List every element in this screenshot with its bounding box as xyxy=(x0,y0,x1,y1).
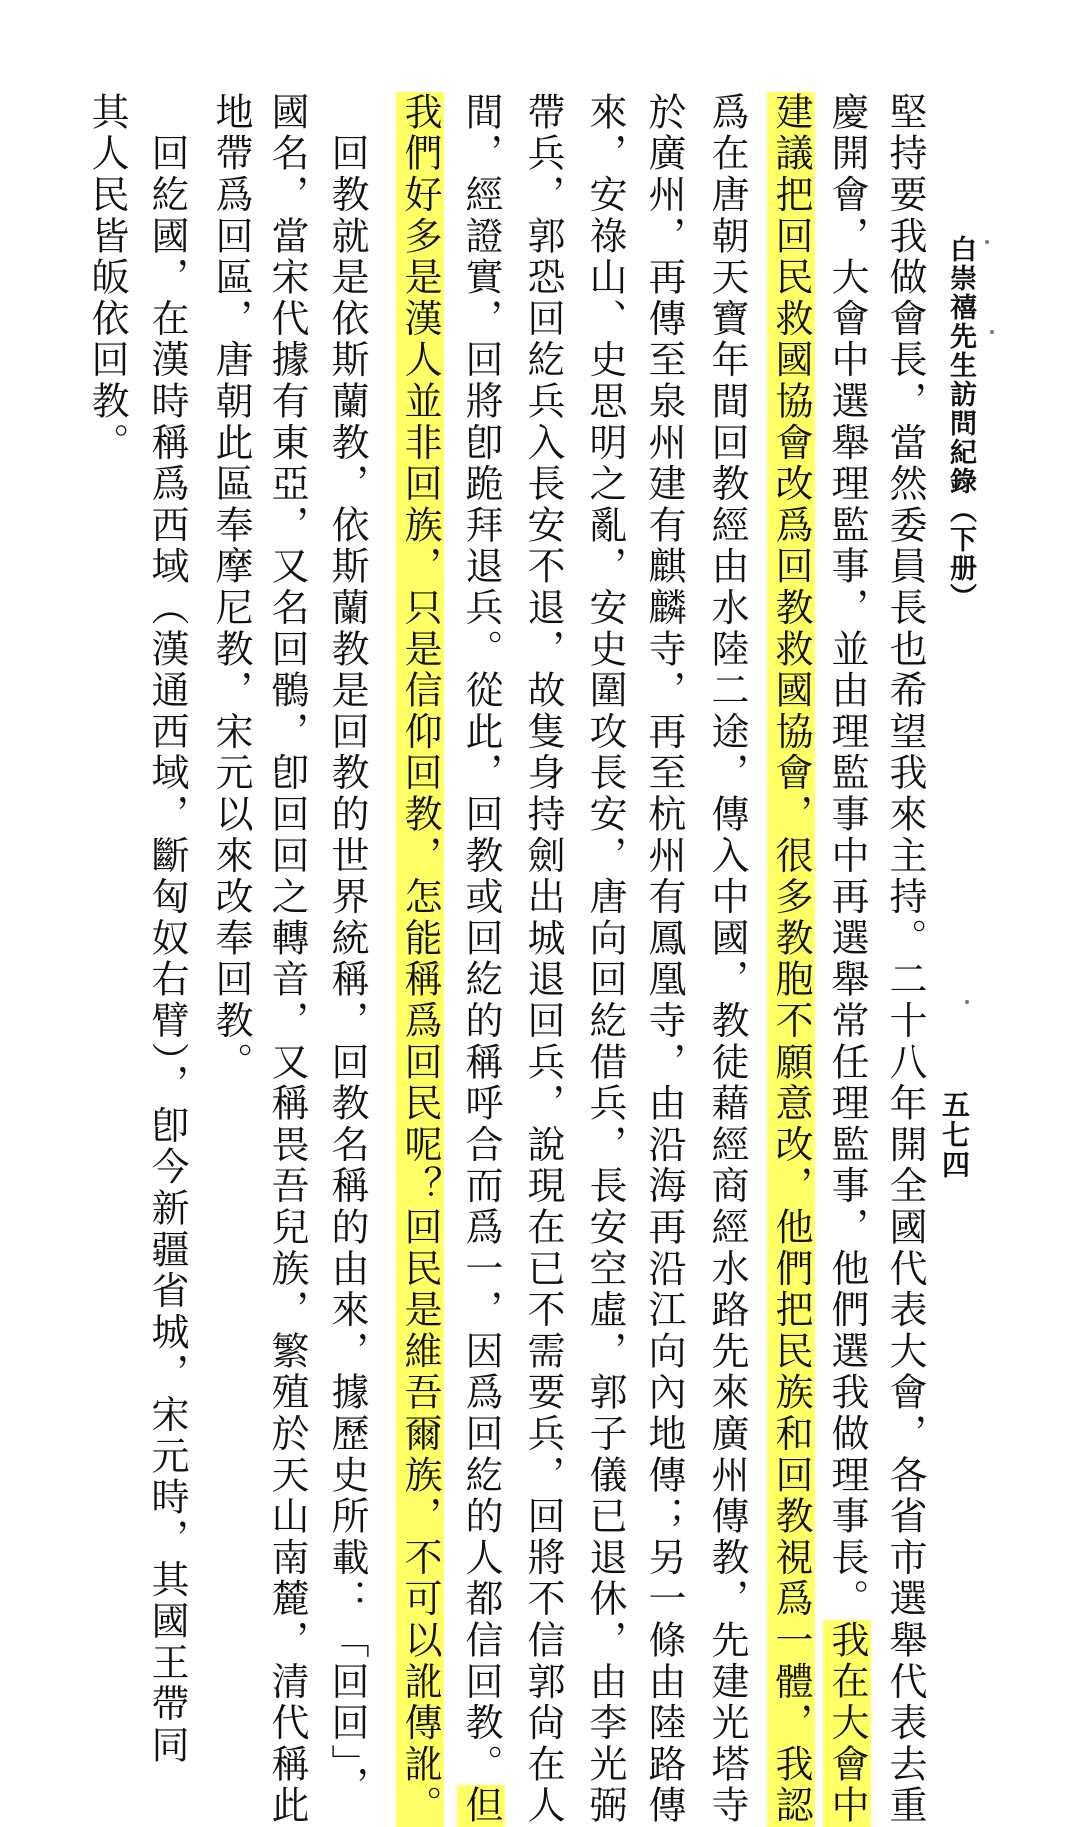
text-column xyxy=(326,92,368,1808)
text-column xyxy=(146,92,188,1766)
text-run: 來，安祿山、史思明之亂，安史圍攻長安，唐向回紇借兵，長安空虛，郭子儀已退休，由李光弼 xyxy=(583,92,627,1827)
text-column xyxy=(706,92,748,1827)
text-run: 於廣州，再傳至泉州建有麒麟寺，再至杭州有鳳凰寺，由沿海再沿江向內地傳；另一條由陸路傳 xyxy=(642,92,686,1827)
highlighted-run: 我們好多是漢人並非回族，只是信仰回教，怎能稱爲回民呢？回民是維吾爾族，不可以訛傳訛。 xyxy=(398,92,442,1827)
text-column xyxy=(86,92,128,464)
text-column xyxy=(266,92,308,1827)
text-column xyxy=(770,92,812,1827)
text-run: 回紇國，在漢時稱爲西域（漢通西域，斷匈奴右臂），卽今新疆省城，宋元時，其國王帶同 xyxy=(145,92,189,1767)
page-number: 五七四 xyxy=(938,1090,971,1180)
text-run: 間，經證實，回將卽跪拜退兵。從此，回教或回紇的稱呼合而爲一，因爲回紇的人都信回教。 xyxy=(459,92,503,1786)
scan-speck xyxy=(985,240,989,244)
running-header-title: 白崇禧先生訪問紀錄（下册） xyxy=(945,235,976,612)
text-run: 地帶爲回區，唐朝此區奉摩尼教，宋元以來改奉回教。 xyxy=(209,92,253,1084)
text-column xyxy=(826,92,868,1827)
text-run: 國名，當宋代據有東亞，又名回鶻，卽回回之轉音，又稱畏吾兒族，繁殖於天山南麓，清代稱此 xyxy=(265,92,309,1827)
highlighted-run: 建議把回民救國協會改爲回教救國協會，很多教胞不願意改，他們把民族和回教視爲一體，我認 xyxy=(769,92,813,1827)
text-run: 慶開會，大會中選舉理監事，並由理監事中再選舉常任理監事，他們選我做理事長。 xyxy=(825,92,869,1621)
text-column xyxy=(584,92,626,1827)
text-run: 回教就是依斯蘭教，依斯蘭教是回教的世界統稱，回教名稱的由來，據歷史所載：「回回」， xyxy=(325,92,369,1808)
highlighted-run: 我在大會中 xyxy=(825,1620,869,1827)
text-column xyxy=(210,92,252,1083)
text-column xyxy=(884,92,926,1827)
text-run: 堅持要我做會長，當然委員長也希望我來主持。二十八年開全國代表大會，各省市選舉代表去重 xyxy=(883,92,927,1827)
text-run: 爲在唐朝天寶年間回教經由水陸二途，傳入中國，教徒藉經商經水路先來廣州傳教，先建光塔寺 xyxy=(705,92,749,1827)
text-column xyxy=(460,92,502,1827)
text-column xyxy=(399,92,441,1827)
scan-speck xyxy=(965,1000,969,1004)
scan-speck xyxy=(990,330,994,334)
text-column xyxy=(643,92,685,1827)
text-run: 帶兵，郭恐回紇兵入長安不退，故隻身持劍出城退回兵，說現在已不需要兵，回將不信郭尙在人 xyxy=(521,92,565,1827)
text-column xyxy=(522,92,564,1827)
text-run: 其人民皆皈依回教。 xyxy=(85,92,129,464)
highlighted-run: 但 xyxy=(459,1785,503,1827)
